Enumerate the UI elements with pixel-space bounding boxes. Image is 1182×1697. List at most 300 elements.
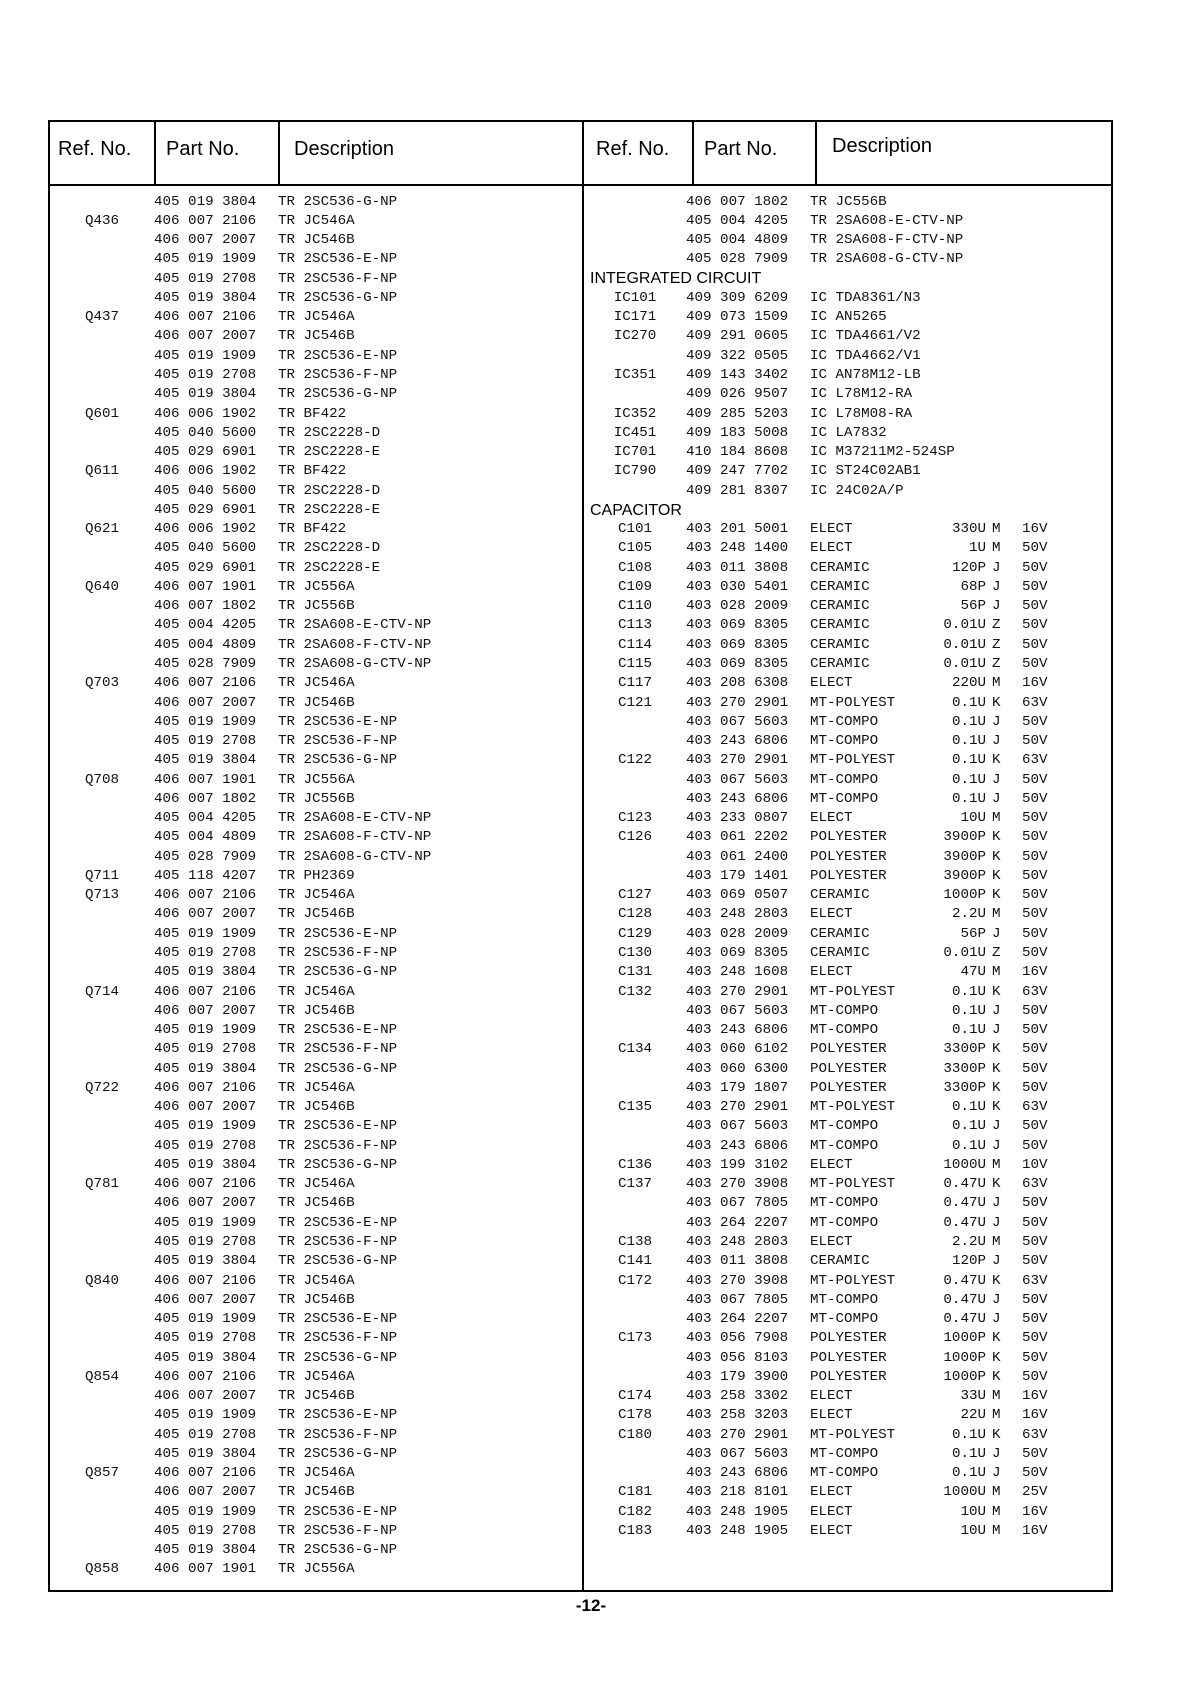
part-no: 403 067 7805	[686, 1291, 789, 1308]
voltage-rating: 50V	[1022, 713, 1048, 730]
description: ELECT	[810, 1407, 853, 1424]
part-no: 406 007 2007	[154, 1291, 257, 1308]
value: 0.47U	[943, 1195, 986, 1212]
value: 33U	[960, 1388, 986, 1405]
ref-no: Q711	[84, 867, 120, 884]
tolerance: J	[992, 1465, 1001, 1482]
part-no: 405 040 5600	[154, 424, 257, 441]
value: 0.1U	[951, 1002, 986, 1019]
ref-no: C115	[617, 656, 653, 672]
value: 3900P	[943, 829, 986, 846]
value: 0.01U	[943, 656, 986, 672]
description: TR JC546A	[278, 1272, 355, 1289]
part-no: 405 019 1909	[154, 1214, 257, 1231]
voltage-rating: 16V	[1022, 1407, 1048, 1424]
left-header-desc: Description	[294, 138, 395, 160]
tolerance: M	[992, 521, 1001, 538]
voltage-rating: 50V	[1022, 790, 1048, 807]
part-no: 403 270 3908	[686, 1176, 789, 1193]
part-no: 405 028 7909	[154, 848, 257, 865]
ref-no: IC101	[613, 289, 657, 306]
description: TR JC546A	[278, 1079, 355, 1096]
description: MT-COMPO	[810, 1465, 879, 1482]
description: ELECT	[810, 1156, 853, 1173]
voltage-rating: 50V	[1022, 1214, 1048, 1231]
voltage-rating: 63V	[1022, 694, 1048, 711]
description: ELECT	[810, 1388, 853, 1405]
voltage-rating: 50V	[1022, 1349, 1048, 1366]
value: 0.1U	[951, 1137, 986, 1154]
value: 0.1U	[951, 1465, 986, 1482]
description: TR 2SA608-E-CTV-NP	[810, 212, 964, 229]
tolerance: J	[992, 1118, 1001, 1135]
value: 220U	[951, 675, 986, 692]
part-no: 405 019 2708	[154, 1233, 257, 1250]
part-no: 406 007 2106	[154, 887, 257, 904]
description: TR BF422	[278, 463, 347, 480]
part-no: 405 019 1909	[154, 925, 257, 942]
description: POLYESTER	[810, 848, 887, 865]
description: TR 2SC536-E-NP	[278, 1214, 398, 1231]
voltage-rating: 63V	[1022, 1099, 1048, 1116]
part-no: 405 019 2708	[154, 367, 257, 384]
part-no: 406 007 1802	[686, 193, 789, 210]
part-no: 405 019 2708	[154, 944, 257, 961]
ref-no: C110	[617, 598, 653, 615]
part-no: 405 019 3804	[154, 386, 257, 403]
ref-no: Q781	[84, 1176, 120, 1193]
tolerance: K	[992, 1060, 1001, 1077]
description: MT-POLYEST	[810, 1099, 896, 1116]
tolerance: J	[992, 1022, 1001, 1039]
part-no: 405 040 5600	[154, 540, 257, 557]
part-no: 405 028 7909	[686, 251, 789, 268]
description: ELECT	[810, 810, 853, 827]
ref-no: Q854	[84, 1368, 120, 1385]
tolerance: M	[992, 1484, 1001, 1501]
tolerance: K	[992, 1041, 1001, 1058]
part-no: 403 011 3808	[686, 1253, 789, 1270]
tolerance: K	[992, 752, 1001, 769]
part-no: 405 019 2708	[154, 1330, 257, 1347]
part-no: 403 179 1807	[686, 1079, 789, 1096]
value: 47U	[960, 964, 986, 981]
part-no: 406 007 2007	[154, 232, 257, 249]
right-parts-column	[584, 192, 1114, 1541]
tolerance: J	[992, 559, 1001, 576]
voltage-rating: 16V	[1022, 521, 1048, 538]
part-no: 405 004 4205	[686, 212, 789, 229]
tolerance: J	[992, 598, 1001, 615]
tolerance: K	[992, 1426, 1001, 1443]
part-no: 403 028 2009	[686, 925, 789, 942]
part-no: 406 007 2007	[154, 906, 257, 923]
part-no: 405 019 3804	[154, 1542, 257, 1559]
description: TR 2SC536-G-NP	[278, 193, 398, 210]
ref-no: C105	[617, 540, 653, 557]
description: TR JC546B	[278, 328, 355, 345]
description: TR 2SA608-E-CTV-NP	[278, 810, 432, 827]
ref-no: IC171	[613, 309, 657, 326]
ref-no: C134	[617, 1041, 653, 1058]
value: 10U	[960, 1503, 986, 1520]
tolerance: M	[992, 1233, 1001, 1250]
description: TR JC546A	[278, 887, 355, 904]
description: TR JC556A	[278, 771, 355, 788]
tolerance: J	[992, 1311, 1001, 1328]
part-no: 403 270 3908	[686, 1272, 789, 1289]
description: ELECT	[810, 1503, 853, 1520]
part-no: 403 069 8305	[686, 944, 789, 961]
description: TR 2SC536-F-NP	[278, 1330, 398, 1347]
value: 3300P	[943, 1079, 986, 1096]
description: TR JC546A	[278, 1465, 355, 1482]
voltage-rating: 50V	[1022, 1060, 1048, 1077]
part-no: 406 007 2007	[154, 1484, 257, 1501]
part-no: 403 060 6102	[686, 1041, 789, 1058]
ref-no: Q857	[84, 1465, 120, 1482]
voltage-rating: 16V	[1022, 675, 1048, 692]
tolerance: J	[992, 1253, 1001, 1270]
voltage-rating: 16V	[1022, 964, 1048, 981]
description: POLYESTER	[810, 867, 887, 884]
section-heading: INTEGRATED CIRCUIT	[590, 270, 762, 288]
voltage-rating: 50V	[1022, 1330, 1048, 1347]
part-no: 403 258 3203	[686, 1407, 789, 1424]
description: ELECT	[810, 1484, 853, 1501]
ref-no: C108	[617, 559, 653, 576]
ref-no: C178	[617, 1407, 653, 1424]
part-no: 406 007 2106	[154, 1079, 257, 1096]
tolerance: K	[992, 1099, 1001, 1116]
description: TR 2SC536-F-NP	[278, 1426, 398, 1443]
description: ELECT	[810, 964, 853, 981]
voltage-rating: 50V	[1022, 848, 1048, 865]
ref-no: Q621	[84, 521, 120, 538]
part-no: 405 019 3804	[154, 964, 257, 981]
description: TR 2SC536-E-NP	[278, 347, 398, 364]
value: 0.01U	[943, 636, 986, 653]
value: 0.1U	[951, 1426, 986, 1443]
part-no: 403 179 1401	[686, 867, 789, 884]
description: TR JC546B	[278, 1195, 355, 1212]
value: 22U	[960, 1407, 986, 1424]
ref-no: C127	[617, 887, 653, 904]
description: TR 2SC536-F-NP	[278, 944, 398, 961]
tolerance: K	[992, 1368, 1001, 1385]
voltage-rating: 50V	[1022, 1079, 1048, 1096]
part-no: 403 067 5603	[686, 713, 789, 730]
tolerance: M	[992, 1407, 1001, 1424]
value: 0.01U	[943, 617, 986, 634]
description: TR 2SA608-G-CTV-NP	[810, 251, 964, 268]
description: MT-COMPO	[810, 1311, 879, 1328]
description: TR 2SC536-G-NP	[278, 289, 398, 306]
tolerance: K	[992, 694, 1001, 711]
description: TR 2SC536-G-NP	[278, 1542, 398, 1559]
description: ELECT	[810, 521, 853, 538]
voltage-rating: 50V	[1022, 1368, 1048, 1385]
description: TR 2SC536-F-NP	[278, 733, 398, 750]
part-no: 409 291 0605	[686, 328, 789, 345]
right-header-ref: Ref. No.	[596, 138, 670, 160]
voltage-rating: 50V	[1022, 1118, 1048, 1135]
tolerance: K	[992, 1349, 1001, 1366]
voltage-rating: 50V	[1022, 617, 1048, 634]
voltage-rating: 50V	[1022, 656, 1048, 672]
ref-no: C123	[617, 810, 653, 827]
description: TR JC546A	[278, 675, 355, 692]
description: TR JC556B	[810, 193, 887, 210]
part-no: 405 004 4809	[154, 829, 257, 846]
value: 0.01U	[943, 944, 986, 961]
value: 1000P	[943, 1349, 986, 1366]
description: TR 2SC536-G-NP	[278, 1445, 398, 1462]
description: TR 2SA608-F-CTV-NP	[278, 829, 432, 846]
description: TR 2SC2228-E	[278, 501, 381, 518]
section-heading: CAPACITOR	[590, 501, 682, 519]
part-no: 405 019 1909	[154, 713, 257, 730]
description: TR 2SC536-E-NP	[278, 1311, 398, 1328]
description: IC L78M08-RA	[810, 405, 913, 422]
description: TR 2SC536-E-NP	[278, 251, 398, 268]
value: 0.1U	[951, 983, 986, 1000]
value: 1000U	[943, 1156, 986, 1173]
description: CERAMIC	[810, 887, 870, 904]
description: MT-POLYEST	[810, 1176, 896, 1193]
description: CERAMIC	[810, 578, 870, 595]
ref-no: IC352	[613, 405, 657, 422]
part-no: 406 007 2106	[154, 983, 257, 1000]
part-no: 406 007 2106	[154, 1465, 257, 1482]
value: 1U	[968, 540, 986, 557]
description: TR JC546B	[278, 232, 355, 249]
value: 3300P	[943, 1041, 986, 1058]
part-no: 403 243 6806	[686, 733, 789, 750]
description: ELECT	[810, 675, 853, 692]
description: TR JC546B	[278, 1099, 355, 1116]
voltage-rating: 50V	[1022, 906, 1048, 923]
description: TR 2SC536-E-NP	[278, 925, 398, 942]
tolerance: Z	[992, 944, 1001, 961]
description: IC ST24C02AB1	[810, 463, 921, 480]
description: TR 2SC536-G-NP	[278, 1349, 398, 1366]
voltage-rating: 63V	[1022, 1272, 1048, 1289]
description: MT-COMPO	[810, 1195, 879, 1212]
description: MT-COMPO	[810, 713, 879, 730]
voltage-rating: 50V	[1022, 925, 1048, 942]
part-no: 403 270 2901	[686, 1426, 789, 1443]
part-no: 403 248 1905	[686, 1522, 789, 1539]
part-no: 403 011 3808	[686, 559, 789, 576]
tolerance: J	[992, 1195, 1001, 1212]
voltage-rating: 50V	[1022, 771, 1048, 788]
tolerance: K	[992, 983, 1001, 1000]
value: 0.1U	[951, 771, 986, 788]
part-no: 403 264 2207	[686, 1311, 789, 1328]
description: IC 24C02A/P	[810, 482, 904, 499]
description: MT-COMPO	[810, 1022, 879, 1039]
description: IC L78M12-RA	[810, 386, 913, 403]
voltage-rating: 50V	[1022, 1253, 1048, 1270]
header-divider	[815, 122, 817, 184]
description: POLYESTER	[810, 1060, 887, 1077]
voltage-rating: 50V	[1022, 598, 1048, 615]
part-no: 405 004 4205	[154, 617, 257, 634]
voltage-rating: 63V	[1022, 752, 1048, 769]
description: MT-COMPO	[810, 1445, 879, 1462]
tolerance: K	[992, 887, 1001, 904]
part-no: 403 258 3302	[686, 1388, 789, 1405]
voltage-rating: 50V	[1022, 1311, 1048, 1328]
description: TR 2SC2228-D	[278, 424, 381, 441]
description: CERAMIC	[810, 925, 870, 942]
description: TR 2SC536-F-NP	[278, 1041, 398, 1058]
part-no: 405 019 3804	[154, 1445, 257, 1462]
ref-no: C182	[617, 1503, 653, 1520]
part-no: 405 019 1909	[154, 347, 257, 364]
part-no: 403 243 6806	[686, 1465, 789, 1482]
part-no: 403 067 5603	[686, 1118, 789, 1135]
tolerance: Z	[992, 636, 1001, 653]
right-header-part: Part No.	[704, 138, 778, 160]
tolerance: J	[992, 771, 1001, 788]
description: TR 2SC2228-E	[278, 559, 381, 576]
voltage-rating: 50V	[1022, 887, 1048, 904]
ref-no: Q436	[84, 212, 120, 229]
part-no: 406 007 2106	[154, 1272, 257, 1289]
tolerance: K	[992, 1176, 1001, 1193]
part-no: 405 004 4809	[154, 636, 257, 653]
part-no: 403 067 5603	[686, 1002, 789, 1019]
ref-no: C181	[617, 1484, 653, 1501]
description: MT-COMPO	[810, 771, 879, 788]
part-no: 405 029 6901	[154, 501, 257, 518]
ref-no: C129	[617, 925, 653, 942]
description: MT-COMPO	[810, 733, 879, 750]
part-no: 403 208 6308	[686, 675, 789, 692]
ref-no: C130	[617, 944, 653, 961]
part-no: 405 019 3804	[154, 752, 257, 769]
description: TR 2SC536-E-NP	[278, 1407, 398, 1424]
voltage-rating: 16V	[1022, 1522, 1048, 1539]
part-no: 406 007 2007	[154, 1099, 257, 1116]
description: TR 2SA608-F-CTV-NP	[278, 636, 432, 653]
part-no: 403 270 2901	[686, 983, 789, 1000]
description: TR JC546B	[278, 1484, 355, 1501]
description: IC LA7832	[810, 424, 887, 441]
description: CERAMIC	[810, 617, 870, 634]
ref-no: Q840	[84, 1272, 120, 1289]
value: 3900P	[943, 848, 986, 865]
ref-no: Q708	[84, 771, 120, 788]
voltage-rating: 50V	[1022, 1291, 1048, 1308]
tolerance: M	[992, 675, 1001, 692]
description: TR 2SC536-F-NP	[278, 1137, 398, 1154]
part-no: 406 007 2106	[154, 1368, 257, 1385]
tolerance: M	[992, 810, 1001, 827]
ref-no: C137	[617, 1176, 653, 1193]
description: MT-POLYEST	[810, 694, 896, 711]
description: MT-COMPO	[810, 1214, 879, 1231]
voltage-rating: 50V	[1022, 1002, 1048, 1019]
description: TR JC546B	[278, 1291, 355, 1308]
part-no: 403 067 5603	[686, 771, 789, 788]
part-no: 405 028 7909	[154, 656, 257, 672]
part-no: 403 270 2901	[686, 694, 789, 711]
part-no: 403 270 2901	[686, 752, 789, 769]
description: TR BF422	[278, 405, 347, 422]
tolerance: Z	[992, 617, 1001, 634]
description: ELECT	[810, 540, 853, 557]
value: 330U	[951, 521, 986, 538]
description: TR JC556B	[278, 790, 355, 807]
part-no: 405 029 6901	[154, 559, 257, 576]
description: MT-COMPO	[810, 1291, 879, 1308]
part-no: 403 264 2207	[686, 1214, 789, 1231]
description: TR 2SC536-E-NP	[278, 1503, 398, 1520]
ref-no: IC701	[613, 444, 657, 461]
header-divider	[154, 122, 156, 184]
value: 1000U	[943, 1484, 986, 1501]
ref-no: Q640	[84, 578, 120, 595]
voltage-rating: 10V	[1022, 1156, 1048, 1173]
value: 0.1U	[951, 1099, 986, 1116]
ref-no: C136	[617, 1156, 653, 1173]
part-no: 403 248 2803	[686, 1233, 789, 1250]
value: 10U	[960, 810, 986, 827]
part-no: 405 019 1909	[154, 1022, 257, 1039]
header-divider	[692, 122, 694, 184]
value: 2.2U	[951, 1233, 986, 1250]
part-no: 409 247 7702	[686, 463, 789, 480]
ref-no: C101	[617, 521, 653, 538]
voltage-rating: 50V	[1022, 578, 1048, 595]
description: TR 2SC536-F-NP	[278, 367, 398, 384]
tolerance: M	[992, 906, 1001, 923]
part-no: 403 248 1608	[686, 964, 789, 981]
description: IC M37211M2-524SP	[810, 444, 955, 461]
value: 120P	[951, 1253, 986, 1270]
value: 0.47U	[943, 1272, 986, 1289]
description: TR 2SC2228-D	[278, 540, 381, 557]
part-no: 403 067 7805	[686, 1195, 789, 1212]
description: TR 2SC536-G-NP	[278, 964, 398, 981]
description: TR 2SC2228-E	[278, 444, 381, 461]
ref-no: C131	[617, 964, 653, 981]
voltage-rating: 50V	[1022, 636, 1048, 653]
part-no: 403 028 2009	[686, 598, 789, 615]
part-no: 406 007 1802	[154, 598, 257, 615]
tolerance: J	[992, 578, 1001, 595]
left-header-ref: Ref. No.	[58, 138, 132, 160]
ref-no: C183	[617, 1522, 653, 1539]
description: MT-COMPO	[810, 790, 879, 807]
part-no: 403 243 6806	[686, 1022, 789, 1039]
value: 0.1U	[951, 790, 986, 807]
tolerance: K	[992, 848, 1001, 865]
description: TR 2SC536-G-NP	[278, 752, 398, 769]
part-no: 405 019 2708	[154, 1041, 257, 1058]
part-no: 406 007 1901	[154, 1561, 257, 1578]
description: TR JC546A	[278, 212, 355, 229]
ref-no: C180	[617, 1426, 653, 1443]
ref-no: Q437	[84, 309, 120, 326]
ref-no: Q714	[84, 983, 120, 1000]
description: CERAMIC	[810, 559, 870, 576]
part-no: 403 199 3102	[686, 1156, 789, 1173]
tolerance: J	[992, 1137, 1001, 1154]
